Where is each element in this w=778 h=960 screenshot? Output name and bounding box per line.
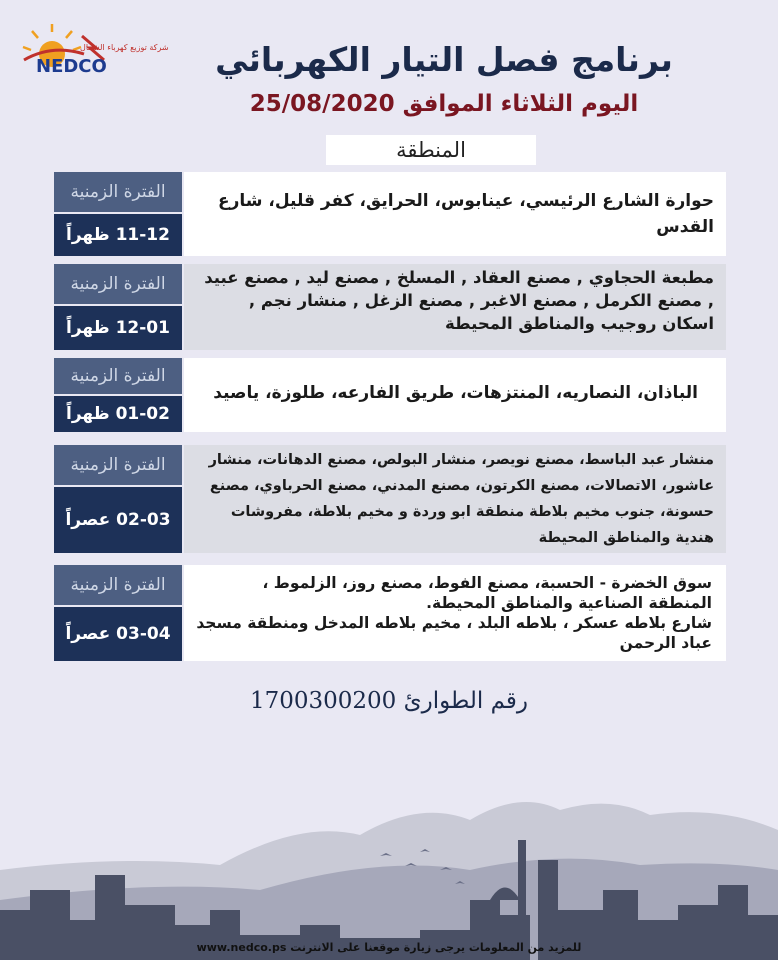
logo-arabic-text: شركة توزيع كهرباء الشمال <box>80 43 169 52</box>
row-areas-part2: شارع بلاطه عسكر ، بلاطه البلد ، مخيم بلاطه المدخل ومنطقة مسجد عباد الرحمن <box>196 614 712 652</box>
schedule-row <box>54 264 726 350</box>
region-header: المنطقة <box>326 135 536 165</box>
schedule-row <box>54 445 726 553</box>
schedule-row <box>54 358 726 432</box>
period-label: الفترة الزمنية <box>54 445 182 485</box>
row-areas-part1: سوق الخضرة - الحسبة، مصنع الفوط، مصنع روز، الزلموط ، المنطقة الصناعية والمناطق المحيطة. <box>262 574 712 612</box>
nedco-logo <box>18 14 169 80</box>
period-label: الفترة الزمنية <box>54 172 182 212</box>
city-skyline <box>0 760 778 960</box>
period-time: 02-03 عصراً <box>54 487 182 553</box>
row-areas: حوارة الشارع الرئيسي، عينابوس، الحرايق، كفر قليل، شارع القدس <box>184 172 726 256</box>
period-time: 01-02 ظهراً <box>54 396 182 432</box>
footer-text: www.nedco.ps للمزيد من المعلومات يرجى زيارة موقعنا على الانترنت <box>196 941 582 954</box>
page-subtitle: اليوم الثلاثاء الموافق 25/08/2020 <box>249 91 639 117</box>
emergency-number: 1700300200 <box>249 688 397 714</box>
schedule-row <box>54 172 726 256</box>
period-label: الفترة الزمنية <box>54 264 182 304</box>
row-areas: منشار عبد الباسط، مصنع نويصر، منشار البولص، مصنع الدهانات، منشار عاشور، الاتصالات، مصنع الكرتون، مصنع المدني، مصنع الحرباوي، مصنع حسونة، جنوب مخيم بلاطة منطقة ابو وردة و مخيم بلاطة، مفروشات هندية والمناطق المحيطة <box>184 445 726 553</box>
period-time: 03-04 عصراً <box>54 607 182 661</box>
emergency-info <box>0 688 778 714</box>
period-time: 12-01 ظهراً <box>54 306 182 350</box>
row-areas <box>184 565 726 661</box>
emergency-label: رقم الطوارئ <box>403 688 529 714</box>
period-time: 11-12 ظهراً <box>54 214 182 256</box>
logo-brand-text: NEDCO <box>36 56 107 77</box>
row-areas: مطبعة الحجاوي , مصنع العقاد , المسلخ , مصنع ليد , مصنع عبيد , مصنع الكرمل , مصنع الاغبر , مصنع الزغل , منشار نجم , اسكان روجيب والمناطق المحيطة <box>184 264 726 350</box>
period-label: الفترة الزمنية <box>54 358 182 394</box>
schedule-row <box>54 565 726 661</box>
page-title: برنامج فصل التيار الكهربائي <box>215 40 673 79</box>
period-label: الفترة الزمنية <box>54 565 182 605</box>
row-areas: الباذان، النصاريه، المنتزهات، طريق الفارعه، طلوزة، ياصيد <box>184 358 726 432</box>
